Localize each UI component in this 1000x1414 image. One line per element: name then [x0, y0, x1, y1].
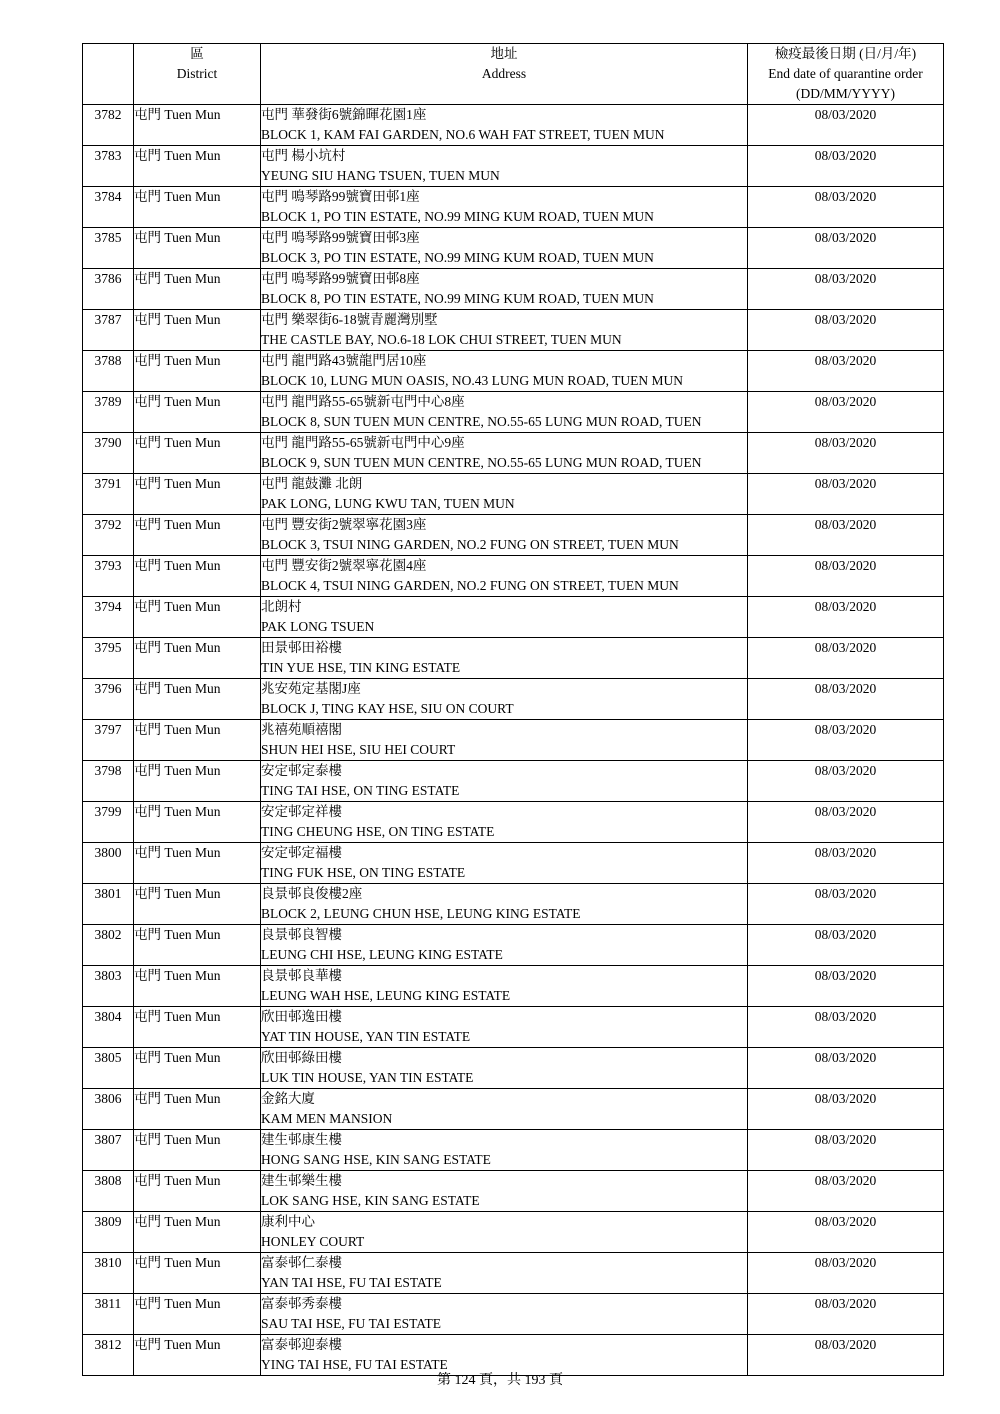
- row-district: 屯門 Tuen Mun: [134, 1130, 261, 1171]
- row-address-zh: 屯門 豐安街2號翠寧花園3座: [261, 517, 427, 532]
- row-address: [261, 187, 748, 228]
- row-end-date: 08/03/2020: [748, 515, 944, 556]
- row-district: 屯門 Tuen Mun: [134, 1007, 261, 1048]
- row-end-date: 08/03/2020: [748, 1253, 944, 1294]
- header-district-en: District: [176, 66, 218, 81]
- header-address-zh: 地址: [490, 46, 518, 61]
- row-address-zh: 欣田邨逸田樓: [261, 1009, 342, 1024]
- table-row: [83, 105, 944, 146]
- row-address-en: HONLEY COURT: [261, 1234, 365, 1249]
- table-body: [83, 105, 944, 1376]
- row-district: 屯門 Tuen Mun: [134, 1253, 261, 1294]
- row-address: [261, 884, 748, 925]
- table-row: [83, 802, 944, 843]
- row-index: 3805: [83, 1048, 134, 1089]
- row-address-en: TING FUK HSE, ON TING ESTATE: [261, 865, 466, 880]
- row-index: 3810: [83, 1253, 134, 1294]
- table-row: [83, 720, 944, 761]
- header-address-en: Address: [481, 66, 527, 81]
- row-index: 3799: [83, 802, 134, 843]
- row-address-zh: 欣田邨綠田樓: [261, 1050, 342, 1065]
- row-index: 3806: [83, 1089, 134, 1130]
- row-address-zh: 富泰邨迎泰樓: [261, 1337, 342, 1352]
- row-district: 屯門 Tuen Mun: [134, 556, 261, 597]
- row-address: [261, 269, 748, 310]
- row-address-zh: 屯門 龍門路43號龍門居10座: [261, 353, 427, 368]
- row-address-zh: 屯門 鳴琴路99號寶田邨8座: [261, 271, 420, 286]
- row-address-zh: 北朗村: [261, 599, 302, 614]
- row-index: 3802: [83, 925, 134, 966]
- row-address-zh: 富泰邨秀泰樓: [261, 1296, 342, 1311]
- row-address-zh: 屯門 龍門路55-65號新屯門中心9座: [261, 435, 465, 450]
- row-address-en: PAK LONG, LUNG KWU TAN, TUEN MUN: [261, 496, 515, 511]
- table-row: [83, 310, 944, 351]
- row-index: 3803: [83, 966, 134, 1007]
- row-district: 屯門 Tuen Mun: [134, 1335, 261, 1376]
- header-district-zh: 區: [190, 46, 204, 61]
- table-row: [83, 1089, 944, 1130]
- row-end-date: 08/03/2020: [748, 474, 944, 515]
- row-address-en: BLOCK 9, SUN TUEN MUN CENTRE, NO.55-65 LUNG MUN ROAD, TUEN: [261, 455, 702, 470]
- table-row: [83, 228, 944, 269]
- row-index: 3788: [83, 351, 134, 392]
- row-index: 3804: [83, 1007, 134, 1048]
- row-address-en: BLOCK 4, TSUI NING GARDEN, NO.2 FUNG ON STREET, TUEN MUN: [261, 578, 679, 593]
- row-address-zh: 屯門 龍鼓灘 北朗: [261, 476, 363, 491]
- row-address-en: BLOCK 1, PO TIN ESTATE, NO.99 MING KUM ROAD, TUEN MUN: [261, 209, 654, 224]
- row-address-en: BLOCK 8, SUN TUEN MUN CENTRE, NO.55-65 LUNG MUN ROAD, TUEN: [261, 414, 702, 429]
- row-address-zh: 屯門 鳴琴路99號寶田邨1座: [261, 189, 420, 204]
- header-date-en: End date of quarantine order: [768, 66, 923, 81]
- row-district: 屯門 Tuen Mun: [134, 187, 261, 228]
- row-end-date: 08/03/2020: [748, 925, 944, 966]
- row-end-date: 08/03/2020: [748, 146, 944, 187]
- header-district: [134, 44, 261, 105]
- row-address-en: BLOCK 1, KAM FAI GARDEN, NO.6 WAH FAT STREET, TUEN MUN: [261, 127, 665, 142]
- row-index: 3800: [83, 843, 134, 884]
- row-index: 3787: [83, 310, 134, 351]
- row-end-date: 08/03/2020: [748, 802, 944, 843]
- row-end-date: 08/03/2020: [748, 433, 944, 474]
- table-row: [83, 474, 944, 515]
- table-row: [83, 1007, 944, 1048]
- row-address-en: BLOCK J, TING KAY HSE, SIU ON COURT: [261, 701, 514, 716]
- row-address-zh: 安定邨定福樓: [261, 845, 342, 860]
- row-address: [261, 351, 748, 392]
- row-address-en: THE CASTLE BAY, NO.6-18 LOK CHUI STREET, TUEN MUN: [261, 332, 622, 347]
- header-date-format: (DD/MM/YYYY): [796, 86, 895, 101]
- row-district: 屯門 Tuen Mun: [134, 638, 261, 679]
- row-index: 3808: [83, 1171, 134, 1212]
- row-address-en: TING CHEUNG HSE, ON TING ESTATE: [261, 824, 495, 839]
- table-row: [83, 1253, 944, 1294]
- row-address-zh: 金銘大廈: [261, 1091, 315, 1106]
- row-address-zh: 良景邨良俊樓2座: [261, 886, 363, 901]
- row-end-date: 08/03/2020: [748, 105, 944, 146]
- row-address: [261, 679, 748, 720]
- row-address-zh: 建生邨康生樓: [261, 1132, 342, 1147]
- row-address: [261, 1294, 748, 1335]
- row-index: 3783: [83, 146, 134, 187]
- row-index: 3798: [83, 761, 134, 802]
- table-row: [83, 556, 944, 597]
- row-index: 3801: [83, 884, 134, 925]
- row-end-date: 08/03/2020: [748, 1335, 944, 1376]
- row-end-date: 08/03/2020: [748, 351, 944, 392]
- row-address-en: BLOCK 2, LEUNG CHUN HSE, LEUNG KING ESTATE: [261, 906, 581, 921]
- row-index: 3790: [83, 433, 134, 474]
- row-address-en: PAK LONG TSUEN: [261, 619, 375, 634]
- row-address-zh: 安定邨定泰樓: [261, 763, 342, 778]
- row-address: [261, 720, 748, 761]
- row-district: 屯門 Tuen Mun: [134, 1089, 261, 1130]
- row-address-zh: 屯門 楊小坑村: [261, 148, 346, 163]
- row-index: 3811: [83, 1294, 134, 1335]
- row-address: [261, 146, 748, 187]
- table-row: [83, 597, 944, 638]
- row-address-en: BLOCK 10, LUNG MUN OASIS, NO.43 LUNG MUN ROAD, TUEN MUN: [261, 373, 684, 388]
- table-row: [83, 187, 944, 228]
- row-address-en: BLOCK 3, PO TIN ESTATE, NO.99 MING KUM ROAD, TUEN MUN: [261, 250, 654, 265]
- table-row: [83, 269, 944, 310]
- row-address-zh: 屯門 龍門路55-65號新屯門中心8座: [261, 394, 465, 409]
- row-index: 3785: [83, 228, 134, 269]
- row-district: 屯門 Tuen Mun: [134, 1048, 261, 1089]
- table-row: [83, 1294, 944, 1335]
- row-district: 屯門 Tuen Mun: [134, 1171, 261, 1212]
- row-end-date: 08/03/2020: [748, 1089, 944, 1130]
- row-address: [261, 925, 748, 966]
- row-address: [261, 597, 748, 638]
- row-address-en: BLOCK 8, PO TIN ESTATE, NO.99 MING KUM ROAD, TUEN MUN: [261, 291, 654, 306]
- row-address: [261, 1212, 748, 1253]
- row-address-zh: 屯門 豐安街2號翠寧花園4座: [261, 558, 427, 573]
- row-address: [261, 761, 748, 802]
- header-date-zh: 檢疫最後日期 (日/月/年): [774, 46, 917, 61]
- row-district: 屯門 Tuen Mun: [134, 966, 261, 1007]
- row-district: 屯門 Tuen Mun: [134, 1294, 261, 1335]
- row-address-zh: 良景邨良智樓: [261, 927, 342, 942]
- row-address-en: KAM MEN MANSION: [261, 1111, 393, 1126]
- row-end-date: 08/03/2020: [748, 843, 944, 884]
- row-address-zh: 富泰邨仁泰樓: [261, 1255, 342, 1270]
- table-row: [83, 351, 944, 392]
- row-address: [261, 1089, 748, 1130]
- row-district: 屯門 Tuen Mun: [134, 146, 261, 187]
- row-address-zh: 屯門 鳴琴路99號寶田邨3座: [261, 230, 420, 245]
- row-address: [261, 1130, 748, 1171]
- row-district: 屯門 Tuen Mun: [134, 105, 261, 146]
- row-district: 屯門 Tuen Mun: [134, 679, 261, 720]
- row-address: [261, 843, 748, 884]
- quarantine-table: [82, 43, 944, 1376]
- row-index: 3809: [83, 1212, 134, 1253]
- row-district: 屯門 Tuen Mun: [134, 269, 261, 310]
- row-end-date: 08/03/2020: [748, 1130, 944, 1171]
- row-address-en: BLOCK 3, TSUI NING GARDEN, NO.2 FUNG ON STREET, TUEN MUN: [261, 537, 679, 552]
- row-address-zh: 兆禧苑順禧閣: [261, 722, 342, 737]
- row-end-date: 08/03/2020: [748, 187, 944, 228]
- table-row: [83, 515, 944, 556]
- row-district: 屯門 Tuen Mun: [134, 515, 261, 556]
- row-end-date: 08/03/2020: [748, 966, 944, 1007]
- row-address-zh: 兆安苑定基閣J座: [261, 681, 361, 696]
- row-index: 3782: [83, 105, 134, 146]
- page-number: 第 124 頁，共 193 頁: [437, 1373, 563, 1388]
- table-row: [83, 843, 944, 884]
- row-district: 屯門 Tuen Mun: [134, 925, 261, 966]
- row-end-date: 08/03/2020: [748, 597, 944, 638]
- row-address-en: LEUNG CHI HSE, LEUNG KING ESTATE: [261, 947, 503, 962]
- row-end-date: 08/03/2020: [748, 720, 944, 761]
- row-address: [261, 310, 748, 351]
- row-address-en: SAU TAI HSE, FU TAI ESTATE: [261, 1316, 442, 1331]
- row-address: [261, 433, 748, 474]
- row-address-zh: 康利中心: [261, 1214, 315, 1229]
- row-end-date: 08/03/2020: [748, 1007, 944, 1048]
- row-end-date: 08/03/2020: [748, 761, 944, 802]
- row-address-en: LOK SANG HSE, KIN SANG ESTATE: [261, 1193, 480, 1208]
- table-row: [83, 1130, 944, 1171]
- row-address-en: HONG SANG HSE, KIN SANG ESTATE: [261, 1152, 491, 1167]
- row-address: [261, 1007, 748, 1048]
- row-address: [261, 474, 748, 515]
- table-row: [83, 925, 944, 966]
- row-address-en: YING TAI HSE, FU TAI ESTATE: [261, 1357, 448, 1372]
- row-district: 屯門 Tuen Mun: [134, 597, 261, 638]
- row-end-date: 08/03/2020: [748, 1171, 944, 1212]
- row-district: 屯門 Tuen Mun: [134, 720, 261, 761]
- row-index: 3784: [83, 187, 134, 228]
- row-address-zh: 屯門 華發街6號錦暉花園1座: [261, 107, 427, 122]
- row-address-zh: 屯門 樂翠街6-18號青麗灣別墅: [261, 312, 438, 327]
- row-address-en: YEUNG SIU HANG TSUEN, TUEN MUN: [261, 168, 500, 183]
- row-index: 3812: [83, 1335, 134, 1376]
- row-district: 屯門 Tuen Mun: [134, 392, 261, 433]
- row-address-en: SHUN HEI HSE, SIU HEI COURT: [261, 742, 456, 757]
- row-district: 屯門 Tuen Mun: [134, 433, 261, 474]
- row-address: [261, 556, 748, 597]
- row-address: [261, 966, 748, 1007]
- row-district: 屯門 Tuen Mun: [134, 843, 261, 884]
- row-address-en: YAN TAI HSE, FU TAI ESTATE: [261, 1275, 442, 1290]
- row-index: 3786: [83, 269, 134, 310]
- row-end-date: 08/03/2020: [748, 679, 944, 720]
- header-index: [83, 44, 134, 105]
- row-address: [261, 1253, 748, 1294]
- table-row: [83, 392, 944, 433]
- row-district: 屯門 Tuen Mun: [134, 351, 261, 392]
- row-index: 3795: [83, 638, 134, 679]
- row-address: [261, 802, 748, 843]
- row-address: [261, 392, 748, 433]
- row-address: [261, 228, 748, 269]
- row-address-zh: 良景邨良華樓: [261, 968, 342, 983]
- header-end-date: [748, 44, 944, 105]
- row-index: 3793: [83, 556, 134, 597]
- row-address-en: TING TAI HSE, ON TING ESTATE: [261, 783, 460, 798]
- table-row: [83, 638, 944, 679]
- row-district: 屯門 Tuen Mun: [134, 474, 261, 515]
- row-end-date: 08/03/2020: [748, 310, 944, 351]
- row-address-zh: 安定邨定祥樓: [261, 804, 342, 819]
- row-address: [261, 1171, 748, 1212]
- table-row: [83, 433, 944, 474]
- row-district: 屯門 Tuen Mun: [134, 1212, 261, 1253]
- row-index: 3791: [83, 474, 134, 515]
- table-row: [83, 1171, 944, 1212]
- row-address: [261, 515, 748, 556]
- row-address-en: LEUNG WAH HSE, LEUNG KING ESTATE: [261, 988, 511, 1003]
- row-end-date: 08/03/2020: [748, 1048, 944, 1089]
- row-address-zh: 建生邨樂生樓: [261, 1173, 342, 1188]
- row-address-zh: 田景邨田裕樓: [261, 640, 342, 655]
- row-address-en: TIN YUE HSE, TIN KING ESTATE: [261, 660, 461, 675]
- row-address: [261, 638, 748, 679]
- row-end-date: 08/03/2020: [748, 884, 944, 925]
- row-end-date: 08/03/2020: [748, 556, 944, 597]
- table-header: [83, 44, 944, 105]
- table-row: [83, 679, 944, 720]
- table-row: [83, 761, 944, 802]
- table-row: [83, 884, 944, 925]
- header-address: [261, 44, 748, 105]
- row-index: 3794: [83, 597, 134, 638]
- row-end-date: 08/03/2020: [748, 228, 944, 269]
- row-index: 3807: [83, 1130, 134, 1171]
- row-index: 3789: [83, 392, 134, 433]
- table-row: [83, 146, 944, 187]
- row-end-date: 08/03/2020: [748, 1212, 944, 1253]
- row-district: 屯門 Tuen Mun: [134, 228, 261, 269]
- row-index: 3796: [83, 679, 134, 720]
- table-row: [83, 966, 944, 1007]
- row-end-date: 08/03/2020: [748, 638, 944, 679]
- row-end-date: 08/03/2020: [748, 392, 944, 433]
- row-district: 屯門 Tuen Mun: [134, 802, 261, 843]
- row-address: [261, 1048, 748, 1089]
- table-row: [83, 1212, 944, 1253]
- row-address-en: YAT TIN HOUSE, YAN TIN ESTATE: [261, 1029, 471, 1044]
- row-end-date: 08/03/2020: [748, 269, 944, 310]
- row-district: 屯門 Tuen Mun: [134, 761, 261, 802]
- row-district: 屯門 Tuen Mun: [134, 310, 261, 351]
- row-end-date: 08/03/2020: [748, 1294, 944, 1335]
- row-district: 屯門 Tuen Mun: [134, 884, 261, 925]
- row-index: 3797: [83, 720, 134, 761]
- row-address: [261, 105, 748, 146]
- row-index: 3792: [83, 515, 134, 556]
- row-address-en: LUK TIN HOUSE, YAN TIN ESTATE: [261, 1070, 474, 1085]
- table-row: [83, 1048, 944, 1089]
